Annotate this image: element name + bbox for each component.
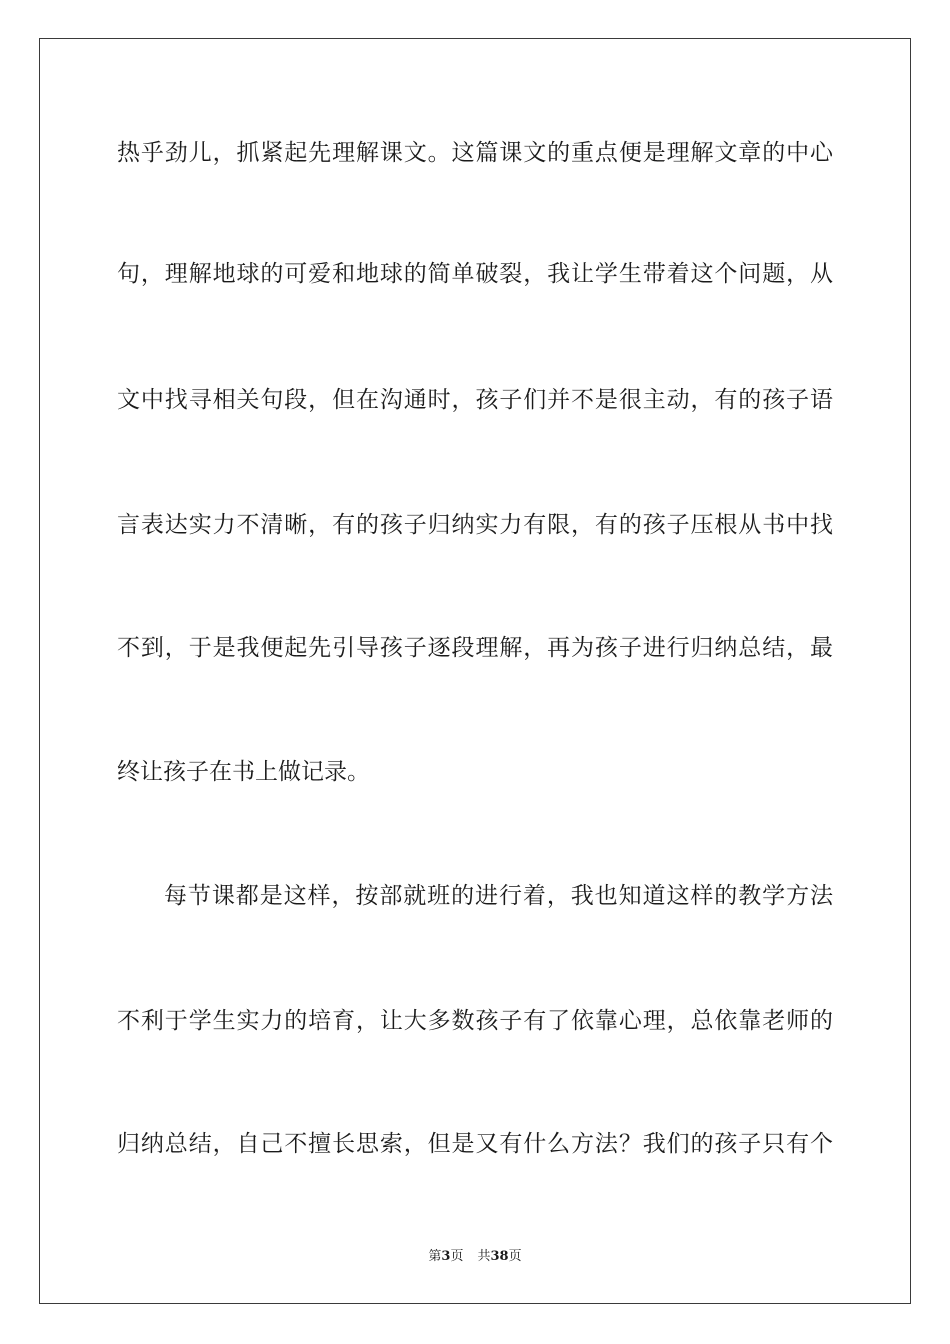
- page-prefix: 第: [428, 1249, 442, 1264]
- page-suffix: 页: [450, 1249, 464, 1264]
- text-line-7: 每节课都是这样，按部就班的进行着，我也知道这样的教学方法: [164, 883, 833, 909]
- total-prefix: 共: [477, 1249, 491, 1264]
- text-line-5: 不到，于是我便起先引导孩子逐段理解，再为孩子进行归纳总结，最: [117, 635, 833, 661]
- text-line-9: 归纳总结，自己不擅长思索，但是又有什么方法？我们的孩子只有个: [117, 1131, 833, 1157]
- text-line-6: 终让孩子在书上做记录。: [117, 759, 370, 785]
- text-line-8: 不利于学生实力的培育，让大多数孩子有了依靠心理，总依靠老师的: [117, 1008, 833, 1034]
- text-line-1: 热乎劲儿，抓紧起先理解课文。这篇课文的重点便是理解文章的中心: [117, 140, 833, 166]
- page-border: [39, 38, 911, 1304]
- total-pages: 38: [490, 1249, 509, 1264]
- page-footer: [0, 1248, 950, 1266]
- page-number: 3: [441, 1249, 451, 1264]
- text-line-4: 言表达实力不清晰，有的孩子归纳实力有限，有的孩子压根从书中找: [117, 512, 833, 538]
- total-suffix: 页: [508, 1249, 522, 1264]
- text-line-2: 句，理解地球的可爱和地球的简单破裂，我让学生带着这个问题，从: [117, 261, 833, 287]
- text-line-3: 文中找寻相关句段，但在沟通时，孩子们并不是很主动，有的孩子语: [117, 387, 833, 413]
